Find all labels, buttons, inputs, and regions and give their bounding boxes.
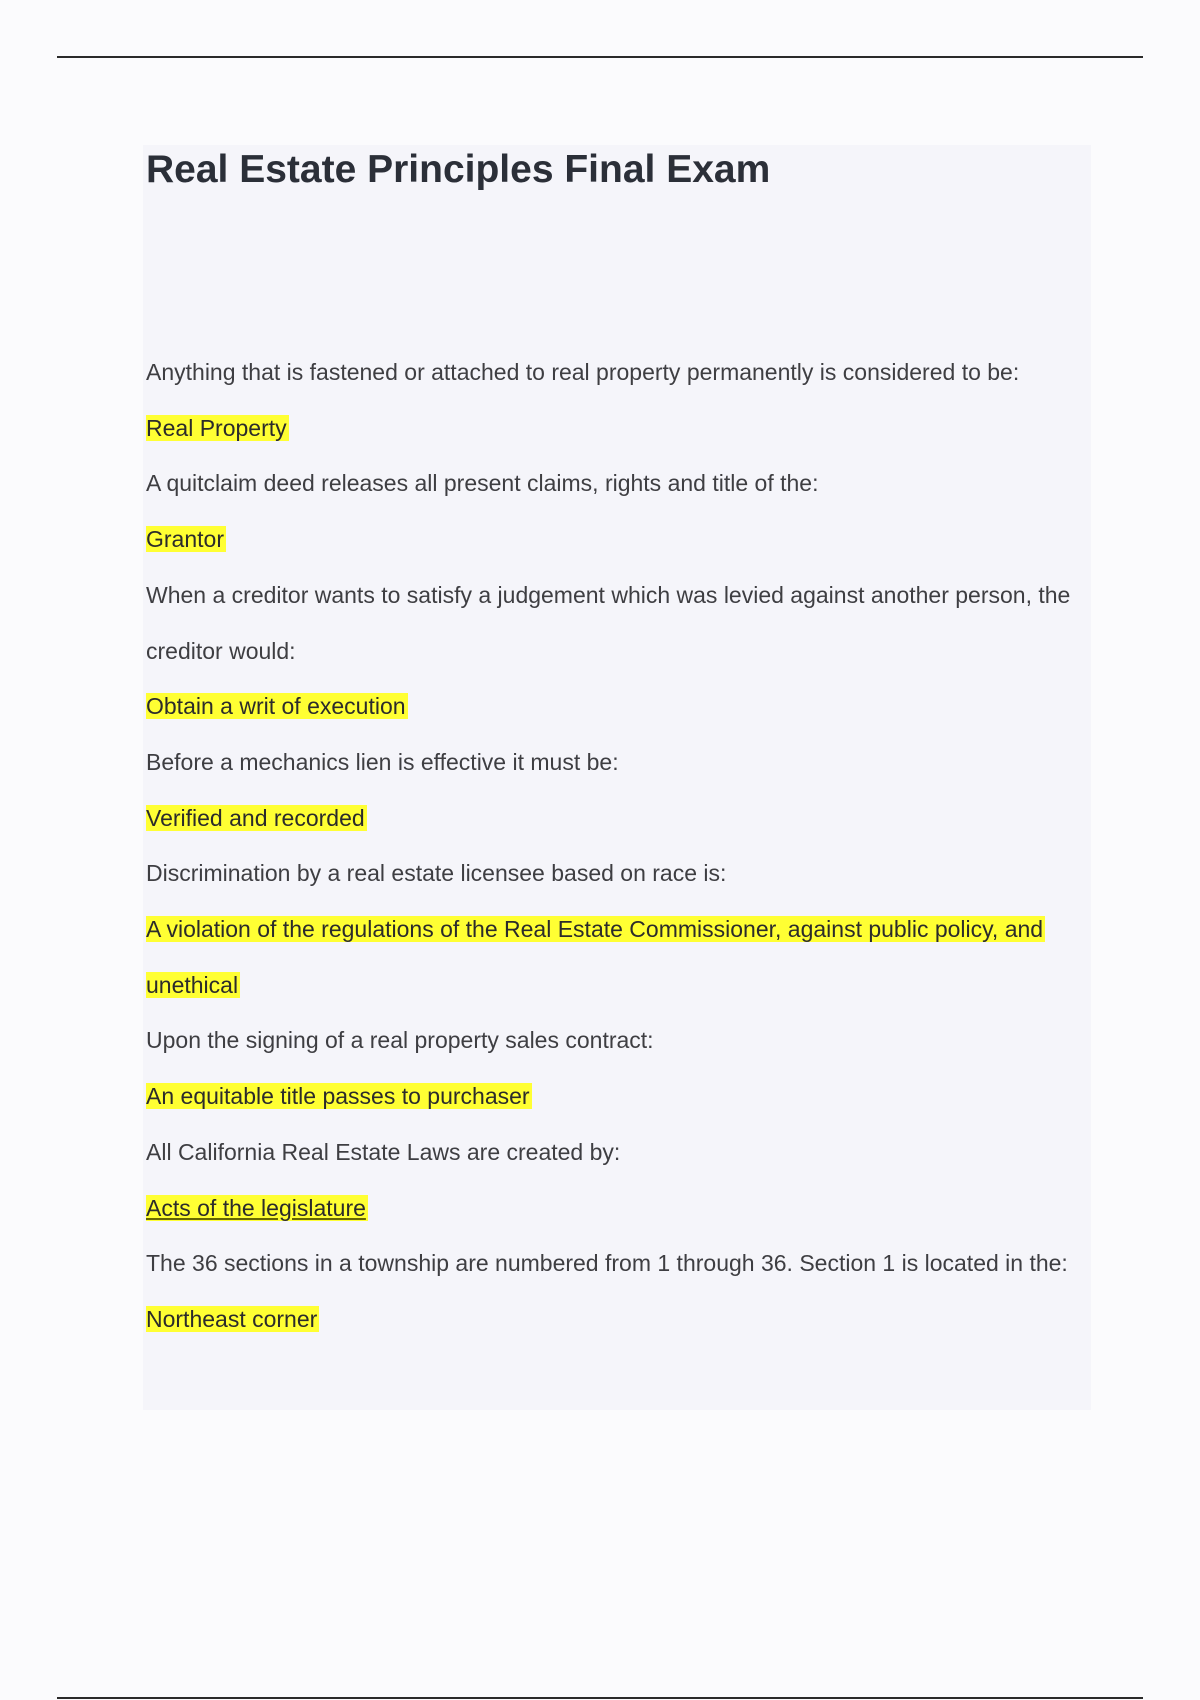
document-body xyxy=(143,145,1091,1410)
answer-7-highlight: Acts of the legislature xyxy=(146,1194,366,1221)
answer-2 xyxy=(146,512,1086,568)
question-3: When a creditor wants to satisfy a judgement which was levied against another person, the creditor would: xyxy=(146,581,1071,664)
answer-8-highlight: Northeast corner xyxy=(146,1305,318,1332)
answer-6-highlight: An equitable title passes to purchaser xyxy=(146,1083,530,1110)
question-2: A quitclaim deed releases all present claims, rights and title of the: xyxy=(146,470,819,497)
answer-6 xyxy=(146,1069,1086,1125)
answer-1-highlight: Real Property xyxy=(146,414,287,441)
answer-4-highlight: Verified and recorded xyxy=(146,804,365,831)
answer-5 xyxy=(146,902,1086,1013)
answer-1 xyxy=(146,401,1086,457)
question-answer-list xyxy=(146,345,1086,1348)
answer-3-highlight: Obtain a writ of execution xyxy=(146,693,406,720)
answer-2-highlight: Grantor xyxy=(146,526,224,553)
top-divider xyxy=(57,56,1143,58)
question-7: All California Real Estate Laws are created by: xyxy=(146,1138,621,1165)
bottom-divider xyxy=(57,1697,1143,1699)
question-4: Before a mechanics lien is effective it must be: xyxy=(146,748,619,775)
answer-3 xyxy=(146,679,1086,735)
question-1: Anything that is fastened or attached to real property permanently is considered to be: xyxy=(146,359,1020,385)
question-8: The 36 sections in a township are numbered from 1 through 36. Section 1 is located in the: xyxy=(146,1250,1068,1277)
answer-8 xyxy=(146,1292,1086,1348)
question-5: Discrimination by a real estate licensee based on race is: xyxy=(146,860,727,887)
answer-5-highlight: A violation of the regulations of the Real Estate Commissioner, against public policy, and unethical xyxy=(146,916,1044,998)
question-6: Upon the signing of a real property sales contract: xyxy=(146,1027,654,1054)
document-title: Real Estate Principles Final Exam xyxy=(146,148,771,191)
answer-4 xyxy=(146,791,1086,847)
answer-7 xyxy=(146,1181,1086,1237)
